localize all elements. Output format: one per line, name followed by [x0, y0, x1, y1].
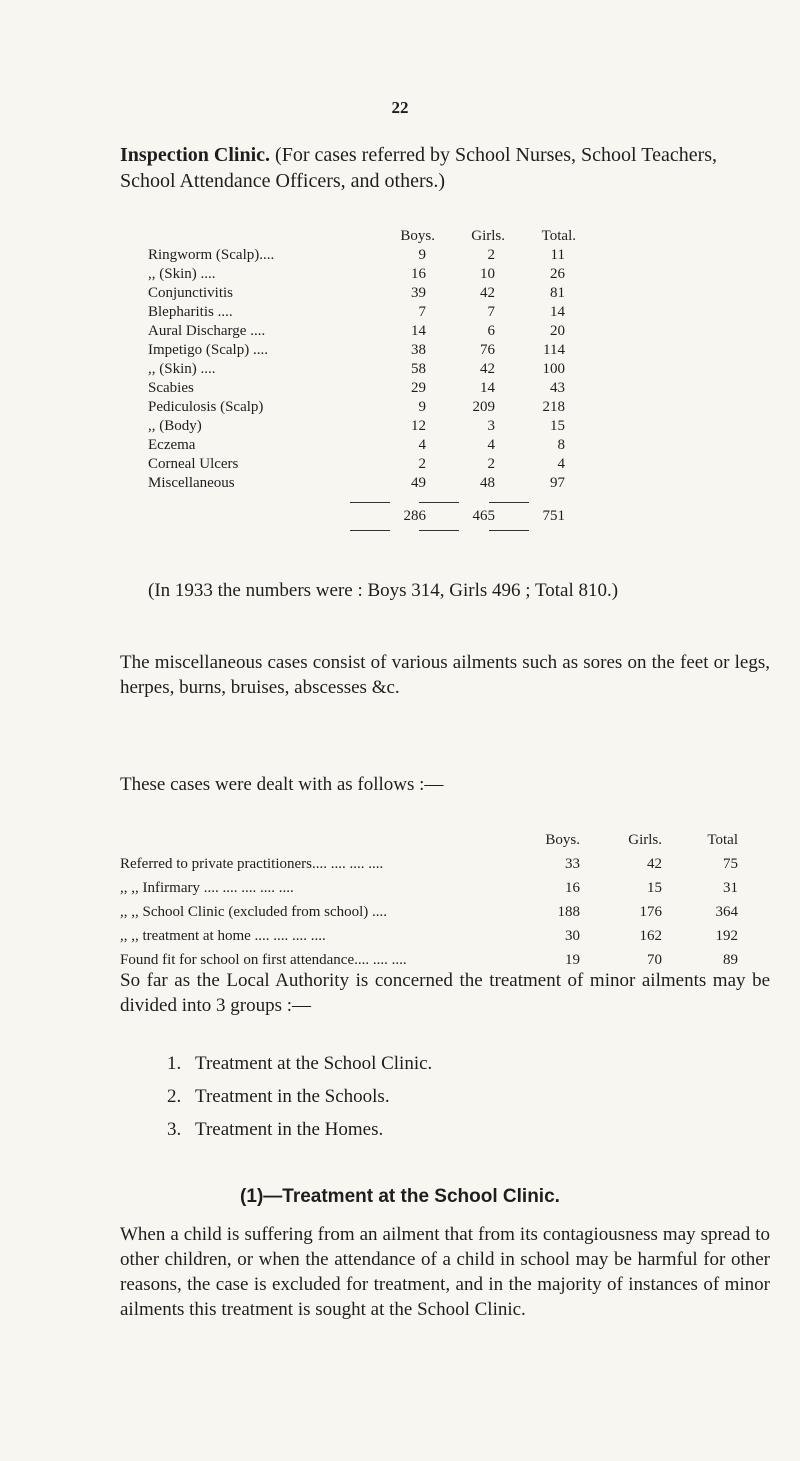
total-value: 114: [543, 342, 565, 358]
disposal-label: ,, ,, Infirmary .... .... .... .... ....: [120, 880, 294, 896]
boys-value: 58: [411, 361, 426, 377]
table-row: [148, 247, 668, 266]
table-row: [120, 904, 770, 928]
total-value: 218: [542, 399, 565, 415]
girls-value: 162: [639, 928, 662, 944]
boys-value: 33: [565, 856, 580, 872]
groups-list: [167, 1053, 432, 1152]
header-girls: Girls.: [471, 228, 505, 244]
boys-value: 188: [557, 904, 580, 920]
total-total: 751: [542, 508, 565, 524]
disposal-label: Referred to private practitioners.... .... .... ....: [120, 856, 384, 872]
ailment-label: Eczema: [148, 437, 196, 453]
divider: [489, 502, 529, 503]
boys-value: 14: [411, 323, 426, 339]
list-item: [167, 1086, 432, 1119]
boys-value: 39: [411, 285, 426, 301]
list-text: Treatment at the School Clinic.: [195, 1053, 433, 1074]
ailment-label: Impetigo (Scalp) ....: [148, 342, 268, 358]
divider: [419, 502, 459, 503]
boys-value: 4: [418, 437, 426, 453]
ailments-table-header: [148, 228, 668, 247]
table-row: [148, 456, 668, 475]
total-value: 43: [550, 380, 565, 396]
list-text: Treatment in the Schools.: [195, 1086, 390, 1107]
disposal-table-header: [120, 832, 770, 856]
authority-paragraph: So far as the Local Authority is concerned the treatment of minor ailments may be divided into 3 groups :—: [120, 970, 770, 1016]
ailments-totals-row: [148, 508, 668, 527]
table-row: [148, 342, 668, 361]
header-boys: Boys.: [545, 832, 580, 848]
girls-value: 6: [487, 323, 495, 339]
girls-value: 14: [480, 380, 495, 396]
ailment-label: ,, (Skin) ....: [148, 266, 216, 282]
table-row: [148, 475, 668, 494]
boys-value: 7: [418, 304, 426, 320]
table-row: [148, 285, 668, 304]
subheading: (1)—Treatment at the School Clinic.: [240, 1186, 560, 1207]
list-item: [167, 1053, 432, 1086]
section-heading: [120, 142, 760, 194]
total-value: 11: [550, 247, 565, 263]
girls-value: 70: [647, 952, 662, 968]
boys-value: 29: [411, 380, 426, 396]
total-value: 89: [723, 952, 738, 968]
heading-rest: (For cases referred by School Nurses, School Teachers, School Attendance Officers, and others.): [120, 144, 718, 192]
list-text: Treatment in the Homes.: [195, 1119, 384, 1140]
ailment-label: ,, (Body): [148, 418, 202, 434]
list-number: 3.: [167, 1119, 182, 1140]
ailments-table: [148, 228, 668, 527]
girls-value: 176: [639, 904, 662, 920]
table-row: [148, 399, 668, 418]
page-number: 22: [391, 98, 409, 117]
girls-value: 3: [487, 418, 495, 434]
table-row: [148, 304, 668, 323]
table-row: [148, 380, 668, 399]
disposal-label: ,, ,, School Clinic (excluded from school) ....: [120, 904, 388, 920]
girls-value: 42: [480, 361, 495, 377]
girls-value: 4: [487, 437, 495, 453]
girls-value: 209: [472, 399, 495, 415]
list-number: 1.: [167, 1053, 182, 1074]
total-value: 4: [557, 456, 565, 472]
ailment-label: Conjunctivitis: [148, 285, 234, 301]
divider: [489, 530, 529, 531]
heading-lead: Inspection Clinic.: [120, 144, 271, 166]
total-value: 26: [550, 266, 565, 282]
divider: [350, 502, 390, 503]
table-row: [120, 880, 770, 904]
girls-value: 2: [487, 456, 495, 472]
total-value: 100: [542, 361, 565, 377]
header-total: Total: [707, 832, 738, 848]
ailment-label: Pediculosis (Scalp): [148, 399, 264, 415]
boys-value: 16: [565, 880, 580, 896]
total-value: 8: [557, 437, 565, 453]
table-row: [148, 418, 668, 437]
list-number: 2.: [167, 1086, 182, 1107]
divider: [350, 530, 390, 531]
boys-value: 2: [418, 456, 426, 472]
table-row: [120, 856, 770, 880]
ailment-label: ,, (Skin) ....: [148, 361, 216, 377]
total-value: 15: [550, 418, 565, 434]
note-1933: (In 1933 the numbers were : Boys 314, Girls 496 ; Total 810.): [148, 580, 619, 601]
boys-value: 38: [411, 342, 426, 358]
total-boys: 286: [403, 508, 426, 524]
girls-value: 42: [480, 285, 495, 301]
table-row: [120, 928, 770, 952]
total-value: 31: [723, 880, 738, 896]
clinic-paragraph: When a child is suffering from an ailment that from its contagiousness may spread to other children, or when the attendance of a child in school may be harmful for other reasons, the case is excluded for treatment, and in the majority of instances of minor ailments this treatment is sought at the School Clinic.: [120, 1224, 770, 1320]
boys-value: 9: [418, 399, 426, 415]
header-total: Total.: [541, 228, 576, 244]
girls-value: 7: [487, 304, 495, 320]
girls-value: 48: [480, 475, 495, 491]
total-value: 192: [715, 928, 738, 944]
girls-value: 42: [647, 856, 662, 872]
boys-value: 9: [418, 247, 426, 263]
disposal-table: [120, 832, 770, 976]
total-value: 14: [550, 304, 565, 320]
total-value: 81: [550, 285, 565, 301]
table-row: [148, 437, 668, 456]
boys-value: 49: [411, 475, 426, 491]
total-value: 97: [550, 475, 565, 491]
table-row: [148, 361, 668, 380]
list-item: [167, 1119, 432, 1152]
total-girls: 465: [472, 508, 495, 524]
misc-paragraph: The miscellaneous cases consist of various ailments such as sores on the feet or legs, herpes, burns, bruises, abscesses &c.: [120, 652, 770, 698]
total-value: 75: [723, 856, 738, 872]
ailment-label: Aural Discharge ....: [148, 323, 266, 339]
header-boys: Boys.: [400, 228, 435, 244]
girls-value: 15: [647, 880, 662, 896]
total-value: 364: [715, 904, 738, 920]
header-girls: Girls.: [628, 832, 662, 848]
table-row: [148, 323, 668, 342]
boys-value: 30: [565, 928, 580, 944]
boys-value: 12: [411, 418, 426, 434]
divider: [419, 530, 459, 531]
boys-value: 16: [411, 266, 426, 282]
ailment-label: Scabies: [148, 380, 194, 396]
girls-value: 2: [487, 247, 495, 263]
dealt-intro: These cases were dealt with as follows :—: [120, 774, 444, 795]
girls-value: 10: [480, 266, 495, 282]
table-row: [148, 266, 668, 285]
total-value: 20: [550, 323, 565, 339]
ailment-label: Miscellaneous: [148, 475, 235, 491]
ailment-label: Ringworm (Scalp)....: [148, 247, 275, 263]
disposal-label: ,, ,, treatment at home .... .... .... ....: [120, 928, 326, 944]
ailment-label: Blepharitis ....: [148, 304, 233, 320]
ailment-label: Corneal Ulcers: [148, 456, 239, 472]
boys-value: 19: [565, 952, 580, 968]
girls-value: 76: [480, 342, 495, 358]
disposal-label: Found fit for school on first attendance.... .... ....: [120, 952, 407, 968]
